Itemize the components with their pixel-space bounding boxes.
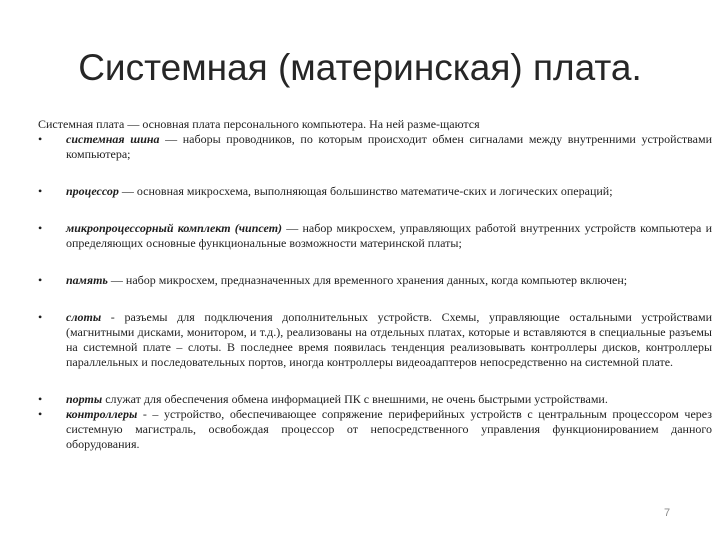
term-controllers: контроллеры [66, 407, 138, 421]
list-item-memory [38, 273, 712, 288]
intro-paragraph: Системная плата — основная плата персонального компьютера. На ней разме-щаются [38, 117, 480, 131]
term-processor: процессор [66, 184, 119, 198]
definition-ports: служат для обеспечения обмена информацией ПК с внешними, не очень быстрыми устройствами. [102, 392, 608, 406]
bullet-icon: • [38, 221, 43, 235]
slide-body [38, 117, 712, 452]
list-item-controllers [38, 407, 712, 452]
definition-chipset: — набор микросхем, управляющих работой внутренних устройств компьютера и определяющих основные функциональные возможности материнской платы; [66, 221, 713, 250]
definition-slots: - разъемы для подключения дополнительных устройств. Схемы, управляющие остальными устройствами (магнитными дисками, монитором, и т.д.), реализованы на отдельных платах, которые и вставляются в специальные разъемы на системной плате – слоты. В последнее время появилась тенденция реализовывать контроллеры дисков, контроллеры параллельных и последовательных портов, иногда контроллеры видеоадаптеров непосредственно на системной плате. [66, 310, 712, 369]
list-item-ports [38, 392, 712, 407]
bullet-icon: • [38, 184, 43, 198]
term-chipset: микропроцессорный комплект (чипсет) [66, 221, 283, 235]
bullet-icon: • [38, 273, 43, 287]
bullet-icon: • [38, 407, 43, 421]
bullet-icon: • [38, 310, 43, 324]
definition-processor: — основная микросхема, выполняющая большинство математиче-ских и логических операций; [118, 184, 613, 198]
list-item-processor [38, 184, 712, 199]
slide-title: Системная (материнская) плата. [78, 47, 642, 88]
list-item-chipset [38, 221, 712, 251]
bullet-icon: • [38, 392, 43, 406]
term-ports: порты [66, 392, 103, 406]
bullet-icon: • [38, 132, 43, 146]
list-item-system-bus [38, 132, 712, 162]
term-memory: память [66, 273, 108, 287]
definition-system-bus: — наборы проводников, по которым происходит обмен сигналами между внутренними устройствами компьютера; [66, 132, 712, 161]
term-slots: слоты [66, 310, 102, 324]
term-system-bus: системная шина [66, 132, 160, 146]
list-item-slots [38, 310, 712, 370]
definition-controllers: - – устройство, обеспечивающее сопряжение периферийных устройств с центральным процессором через системную магистраль, освобождая процессор от непосредственного управления функционированием данного оборудования. [66, 407, 712, 451]
definition-memory: — набор микросхем, предназначенных для временного хранения данных, когда компьютер включен; [107, 273, 628, 287]
page-number: 7 [664, 507, 671, 519]
